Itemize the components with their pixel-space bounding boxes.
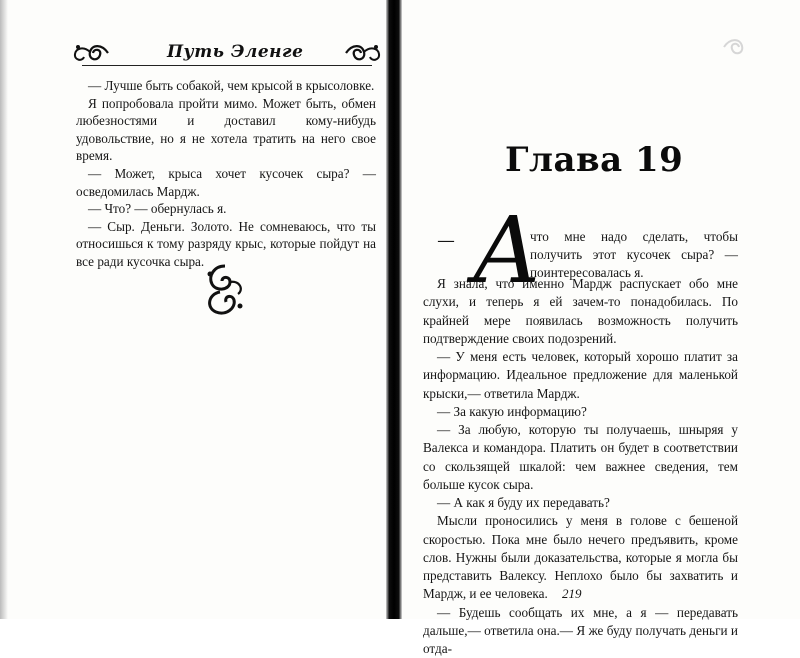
flourish-ornament-icon: [342, 40, 382, 66]
paragraph: Я знала, что именно Мардж распускает обо мне слухи, и теперь я ей зачем-то понадобилась. По крайней мере появилась возможность получить подтверждение своих подозрений.: [423, 275, 738, 348]
paragraph: — У меня есть человек, который хорошо платит за информацию. Идеальное предложение для маленькой крыски,— ответила Мардж.: [423, 348, 738, 403]
paragraph: — Что? — обернулась я.: [76, 200, 376, 218]
chapter-title: Глава 19: [505, 140, 683, 180]
page-number: 219: [562, 586, 582, 602]
chapter-end-ornament-icon: [200, 262, 250, 318]
flourish-ornament-icon: [72, 40, 112, 66]
left-page-edge: [0, 0, 8, 619]
paragraph: Мысли проносились у меня в голове с бешеной скоростью. Пока мне было нечего предъявить, кроме слов. Нужны были доказательства, которые я могла бы представить Валексу. Неплохо было бы захватить и Мардж, и ее человека.: [423, 512, 738, 603]
paragraph: — За какую информацию?: [423, 403, 738, 421]
left-body-text: [76, 77, 376, 271]
paragraph: — А как я буду их передавать?: [423, 494, 738, 512]
running-head-title: Путь Эленге: [167, 42, 303, 62]
paragraph: — Лучше быть собакой, чем крысой в крысоловке.: [76, 77, 376, 95]
flourish-ornament-icon: [720, 34, 760, 60]
paragraph: — Сыр. Деньги. Золото. Не сомневаюсь, что ты относишься к тому разряду крыс, которые пойдут на все ради кусочка сыра.: [76, 218, 376, 271]
book-gutter: [386, 0, 402, 619]
paragraph: — Может, крыса хочет кусочек сыра? — осведомилась Мардж.: [76, 165, 376, 200]
dialogue-dash: —: [438, 232, 454, 250]
drop-cap: А: [472, 205, 542, 297]
paragraph: что мне надо сделать, чтобы получить этот кусочек сыра? — поинтересовалась я.: [530, 228, 738, 283]
paragraph: — Будешь сообщать их мне, а я — передавать дальше,— ответила она.— Я же буду получать деньги и отда-: [423, 604, 738, 658]
head-rule: [82, 65, 372, 66]
paragraph: Я попробовала пройти мимо. Может быть, обмен любезностями и доставил кому-нибудь удовольствие, но я не хотела тратить на него свое время.: [76, 95, 376, 165]
paragraph: — За любую, которую ты получаешь, шныряя у Валекса и командора. Платить он будет в соответствии со скользящей шкалой: чем важнее сведения, тем больше кусок сыра.: [423, 421, 738, 494]
running-head: [72, 40, 382, 66]
